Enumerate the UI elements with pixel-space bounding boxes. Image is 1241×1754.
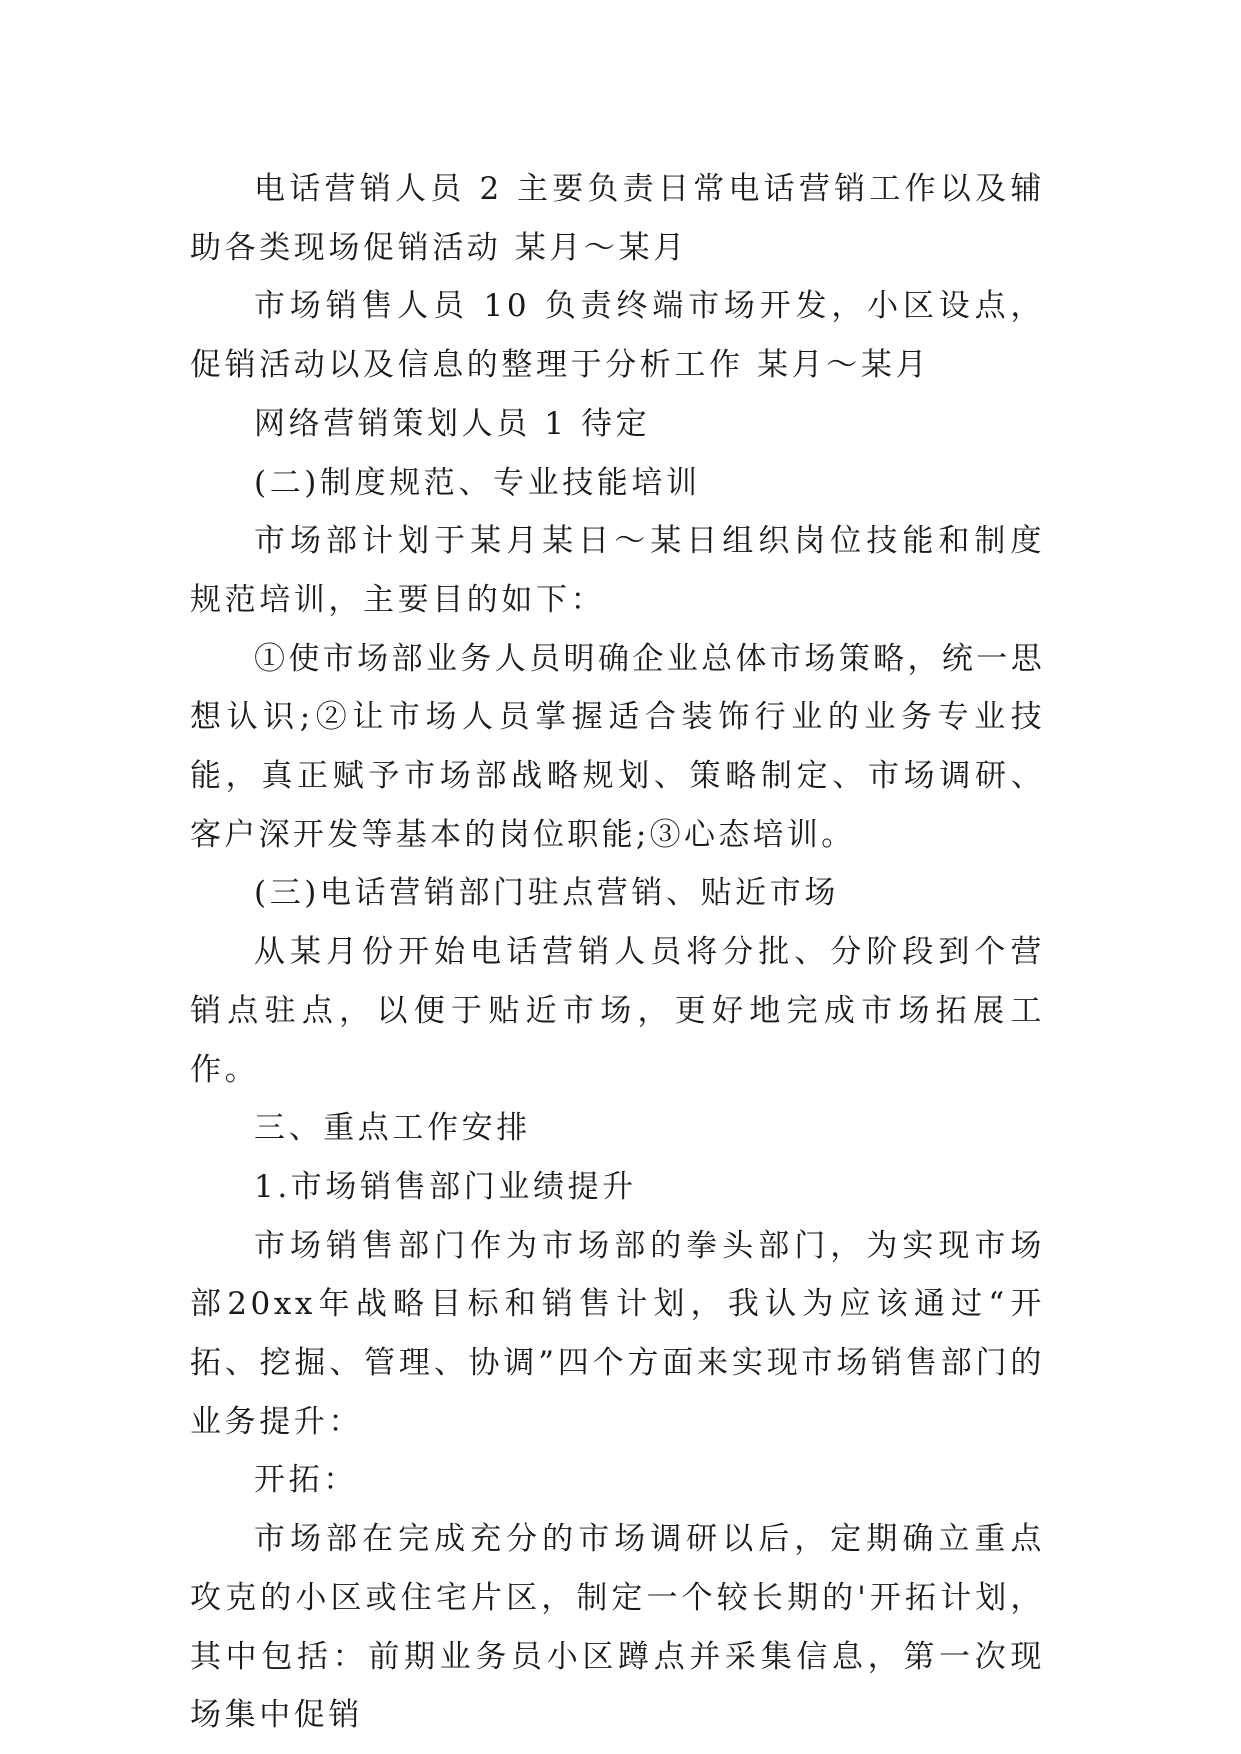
paragraph-training-plan: 市场部计划于某月某日～某日组织岗位技能和制度规范培训，主要目的如下： — [190, 523, 1045, 618]
subsection-heading-sales-improvement: 1.市场销售部门业绩提升 — [254, 1168, 637, 1205]
paragraph-sales-improvement: 市场销售部门作为市场部的拳头部门，为实现市场部20xx年战略目标和销售计划，我认为应该通过“开拓、挖掘、管理、协调”四个方面来实现市场销售部门的业务提升： — [190, 1227, 1045, 1440]
paragraph-online-marketing-staff: 网络营销策划人员 1 待定 — [254, 405, 651, 442]
subheading-expansion: 开拓： — [254, 1462, 358, 1499]
document-body — [190, 160, 1045, 1745]
section-heading-training: (二)制度规范、专业技能培训 — [254, 464, 701, 501]
paragraph-station-plan: 从某月份开始电话营销人员将分批、分阶段到个营销点驻点，以便于贴近市场，更好地完成市场拓展工作。 — [190, 934, 1045, 1088]
paragraph-market-sales-staff: 市场销售人员 10 负责终端市场开发，小区设点，促销活动以及信息的整理于分析工作 某月～某月 — [190, 288, 1045, 384]
section-heading-station-marketing: (三)电话营销部门驻点营销、贴近市场 — [254, 875, 839, 912]
section-heading-key-work: 三、重点工作安排 — [254, 1110, 531, 1147]
paragraph-expansion-plan: 市场部在完成充分的市场调研以后，定期确立重点攻克的小区或住宅片区，制定一个较长期的'开拓计划，其中包括：前期业务员小区蹲点并采集信息，第一次现场集中促销 — [190, 1521, 1045, 1734]
paragraph-training-goals: ①使市场部业务人员明确企业总体市场策略，统一思想认识;②让市场人员掌握适合装饰行业的业务专业技能，真正赋予市场部战略规划、策略制定、市场调研、客户深开发等基本的岗位职能;③心态培训。 — [190, 640, 1045, 853]
paragraph-telemarketing-staff: 电话营销人员 2 主要负责日常电话营销工作以及辅助各类现场促销活动 某月～某月 — [190, 171, 1045, 266]
